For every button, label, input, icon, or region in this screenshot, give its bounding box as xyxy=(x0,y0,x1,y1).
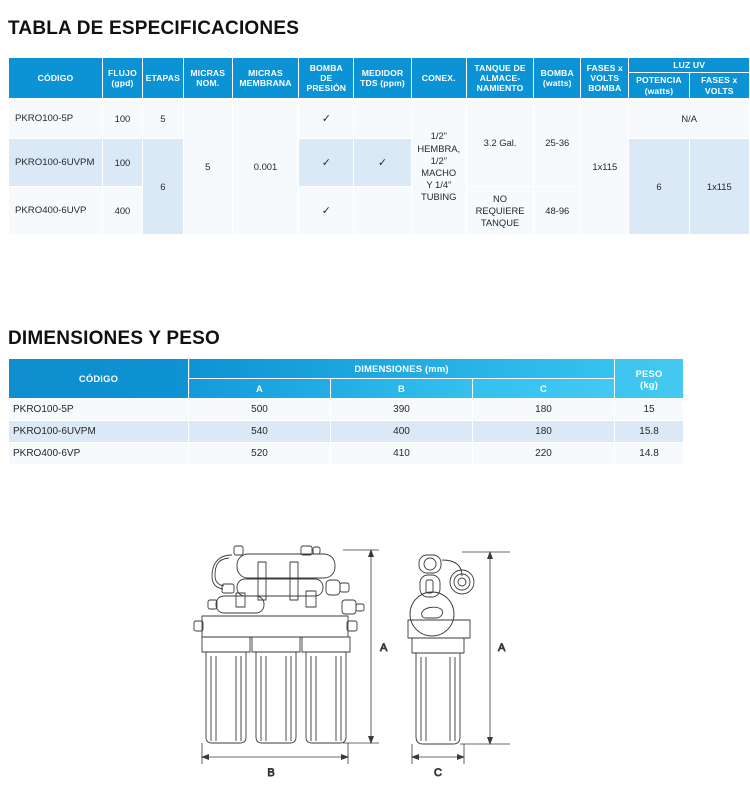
conex-line6: TUBING xyxy=(421,191,457,203)
col-header-uv-potencia xyxy=(629,73,689,99)
peso-line2: (kg) xyxy=(640,378,659,390)
col-header-fases-volts-bomba xyxy=(581,58,629,99)
cell-dim-b: 390 xyxy=(331,399,473,421)
micras-nom-line2: NOM. xyxy=(196,78,220,89)
table-row xyxy=(9,421,684,443)
dimension-line-front-height xyxy=(343,549,379,744)
filter-housing-left xyxy=(202,637,250,743)
bomba-presion-line3: PRESIÓN xyxy=(306,83,347,94)
col-header-micras-membrana xyxy=(232,58,298,99)
tanque-line2: REQUIERE xyxy=(475,204,525,216)
front-view-drawing xyxy=(194,546,388,779)
dimension-label-a-side: A xyxy=(498,642,506,654)
col-header-medidor-tds xyxy=(354,58,411,99)
cell-medidor-tds xyxy=(354,139,411,187)
col-header-dim-a: A xyxy=(189,379,331,399)
cell-bomba-presion xyxy=(299,99,354,139)
bomba-presion-line1: BOMBA xyxy=(309,62,343,73)
medidor-line1: MEDIDOR xyxy=(361,67,404,78)
dims-header-row-1 xyxy=(9,359,684,379)
flujo-line1: FLUJO xyxy=(107,67,137,78)
cell-flujo: 100 xyxy=(103,139,143,187)
checkmark-icon: ✓ xyxy=(321,156,331,169)
col-header-dim-b: B xyxy=(331,379,473,399)
col-header-conex: CONEX. xyxy=(411,58,466,99)
conex-line3: 1/2” xyxy=(430,154,447,166)
peso-line1: PESO xyxy=(635,367,663,379)
cell-codigo: PKRO400-6UVP xyxy=(9,187,103,235)
cell-fases-volts-bomba: 1x115 xyxy=(581,99,629,235)
potencia-line1: POTENCIA xyxy=(636,75,682,86)
cell-bomba-watts: 25-36 xyxy=(534,99,581,187)
checkmark-icon: ✓ xyxy=(321,204,331,217)
uv-fases-line2: VOLTS xyxy=(704,85,734,96)
tanque-line1: NO xyxy=(493,192,508,204)
product-technical-drawing xyxy=(180,538,600,788)
col-header-flujo xyxy=(103,58,143,99)
dimension-label-c-side: C xyxy=(434,767,442,779)
fases-bomba-line2: VOLTS xyxy=(590,72,620,83)
cell-conex xyxy=(411,99,466,235)
table-row xyxy=(9,443,684,465)
filter-housing-center xyxy=(252,637,300,743)
micras-mem-line2: MEMBRANA xyxy=(239,78,292,89)
col-header-peso xyxy=(615,359,684,399)
cell-tanque xyxy=(466,187,533,235)
cell-tanque: 3.2 Gal. xyxy=(466,99,533,187)
conex-line2: HEMBRA, xyxy=(417,142,461,154)
checkmark-icon: ✓ xyxy=(321,112,331,125)
micras-mem-line1: MICRAS xyxy=(248,67,283,78)
cell-uv-potencia: 6 xyxy=(629,139,689,235)
col-header-dimensiones: DIMENSIONES (mm) xyxy=(189,359,615,379)
side-view-drawing xyxy=(408,551,510,779)
spec-header-row-1 xyxy=(9,58,750,73)
conex-line4: MACHO xyxy=(421,166,457,178)
cell-etapas: 5 xyxy=(142,99,183,139)
cell-uv-fases-volts: 1x115 xyxy=(689,139,749,235)
cell-flujo: 400 xyxy=(103,187,143,235)
medidor-line2: TDS (ppm) xyxy=(360,78,405,89)
cell-dim-c: 180 xyxy=(473,421,615,443)
cell-codigo: PKRO100-5P xyxy=(9,399,189,421)
potencia-line2: (watts) xyxy=(644,85,674,96)
cell-dim-c: 220 xyxy=(473,443,615,465)
cell-bomba-presion xyxy=(299,187,354,235)
cell-dim-c: 180 xyxy=(473,399,615,421)
dimension-label-b-front: B xyxy=(267,767,275,779)
cell-medidor-tds xyxy=(354,99,411,139)
table-row xyxy=(9,139,750,187)
dimension-label-a-front: A xyxy=(380,642,388,654)
tanque-line3: TANQUE xyxy=(480,217,520,229)
cell-dim-b: 410 xyxy=(331,443,473,465)
specifications-table xyxy=(8,57,750,235)
cell-dim-a: 540 xyxy=(189,421,331,443)
micras-nom-line1: MICRAS xyxy=(190,67,226,78)
col-header-etapas: ETAPAS xyxy=(142,58,183,99)
col-header-tanque xyxy=(466,58,533,99)
col-header-codigo: CÓDIGO xyxy=(9,58,103,99)
tanque-line1: TANQUE DE xyxy=(474,62,526,73)
bomba-presion-line2: DE xyxy=(320,72,333,83)
bomba-watts-line2: (watts) xyxy=(542,78,572,89)
page-title-dimensions: DIMENSIONES Y PESO xyxy=(8,328,220,349)
cell-medidor-tds xyxy=(354,187,411,235)
page-title-specifications: TABLA DE ESPECIFICACIONES xyxy=(8,18,300,39)
cell-codigo: PKRO400-6VP xyxy=(9,443,189,465)
cell-micras-nom: 5 xyxy=(183,99,232,235)
table-row xyxy=(9,399,684,421)
uv-fases-line1: FASES x xyxy=(701,75,738,86)
cell-codigo: PKRO100-6UVPM xyxy=(9,139,103,187)
conex-line5: Y 1/4” xyxy=(426,179,452,191)
cell-dim-a: 500 xyxy=(189,399,331,421)
cell-dim-a: 520 xyxy=(189,443,331,465)
tanque-line2: ALMACE- xyxy=(479,72,521,83)
cell-dim-b: 400 xyxy=(331,421,473,443)
cell-peso: 14.8 xyxy=(615,443,684,465)
col-header-dim-c: C xyxy=(473,379,615,399)
cell-micras-membrana: 0.001 xyxy=(232,99,298,235)
cell-flujo: 100 xyxy=(103,99,143,139)
cell-etapas: 6 xyxy=(142,139,183,235)
fases-bomba-line1: FASES x xyxy=(586,62,623,73)
dimension-line-front-width xyxy=(201,743,349,764)
col-header-luz-uv: LUZ UV xyxy=(629,58,750,73)
filter-housing-right xyxy=(302,637,350,743)
col-header-micras-nom xyxy=(183,58,232,99)
col-header-codigo: CÓDIGO xyxy=(9,359,189,399)
table-row xyxy=(9,99,750,139)
col-header-bomba-presion xyxy=(299,58,354,99)
dimensions-table xyxy=(8,358,684,465)
conex-line1: 1/2” xyxy=(430,130,447,142)
cell-peso: 15.8 xyxy=(615,421,684,443)
cell-luz-uv-na: N/A xyxy=(629,99,750,139)
checkmark-icon: ✓ xyxy=(377,156,388,169)
cell-bomba-watts: 48-96 xyxy=(534,187,581,235)
cell-bomba-presion xyxy=(299,139,354,187)
dimension-line-side-width xyxy=(411,744,465,764)
cell-codigo: PKRO100-5P xyxy=(9,99,103,139)
cell-codigo: PKRO100-6UVPM xyxy=(9,421,189,443)
cell-peso: 15 xyxy=(615,399,684,421)
col-header-uv-fases-volts xyxy=(689,73,749,99)
bomba-watts-line1: BOMBA xyxy=(540,67,574,78)
fases-bomba-line3: BOMBA xyxy=(588,83,622,94)
flujo-line2: (gpd) xyxy=(111,78,134,89)
col-header-bomba-watts xyxy=(534,58,581,99)
tanque-line3: NAMIENTO xyxy=(476,83,524,94)
